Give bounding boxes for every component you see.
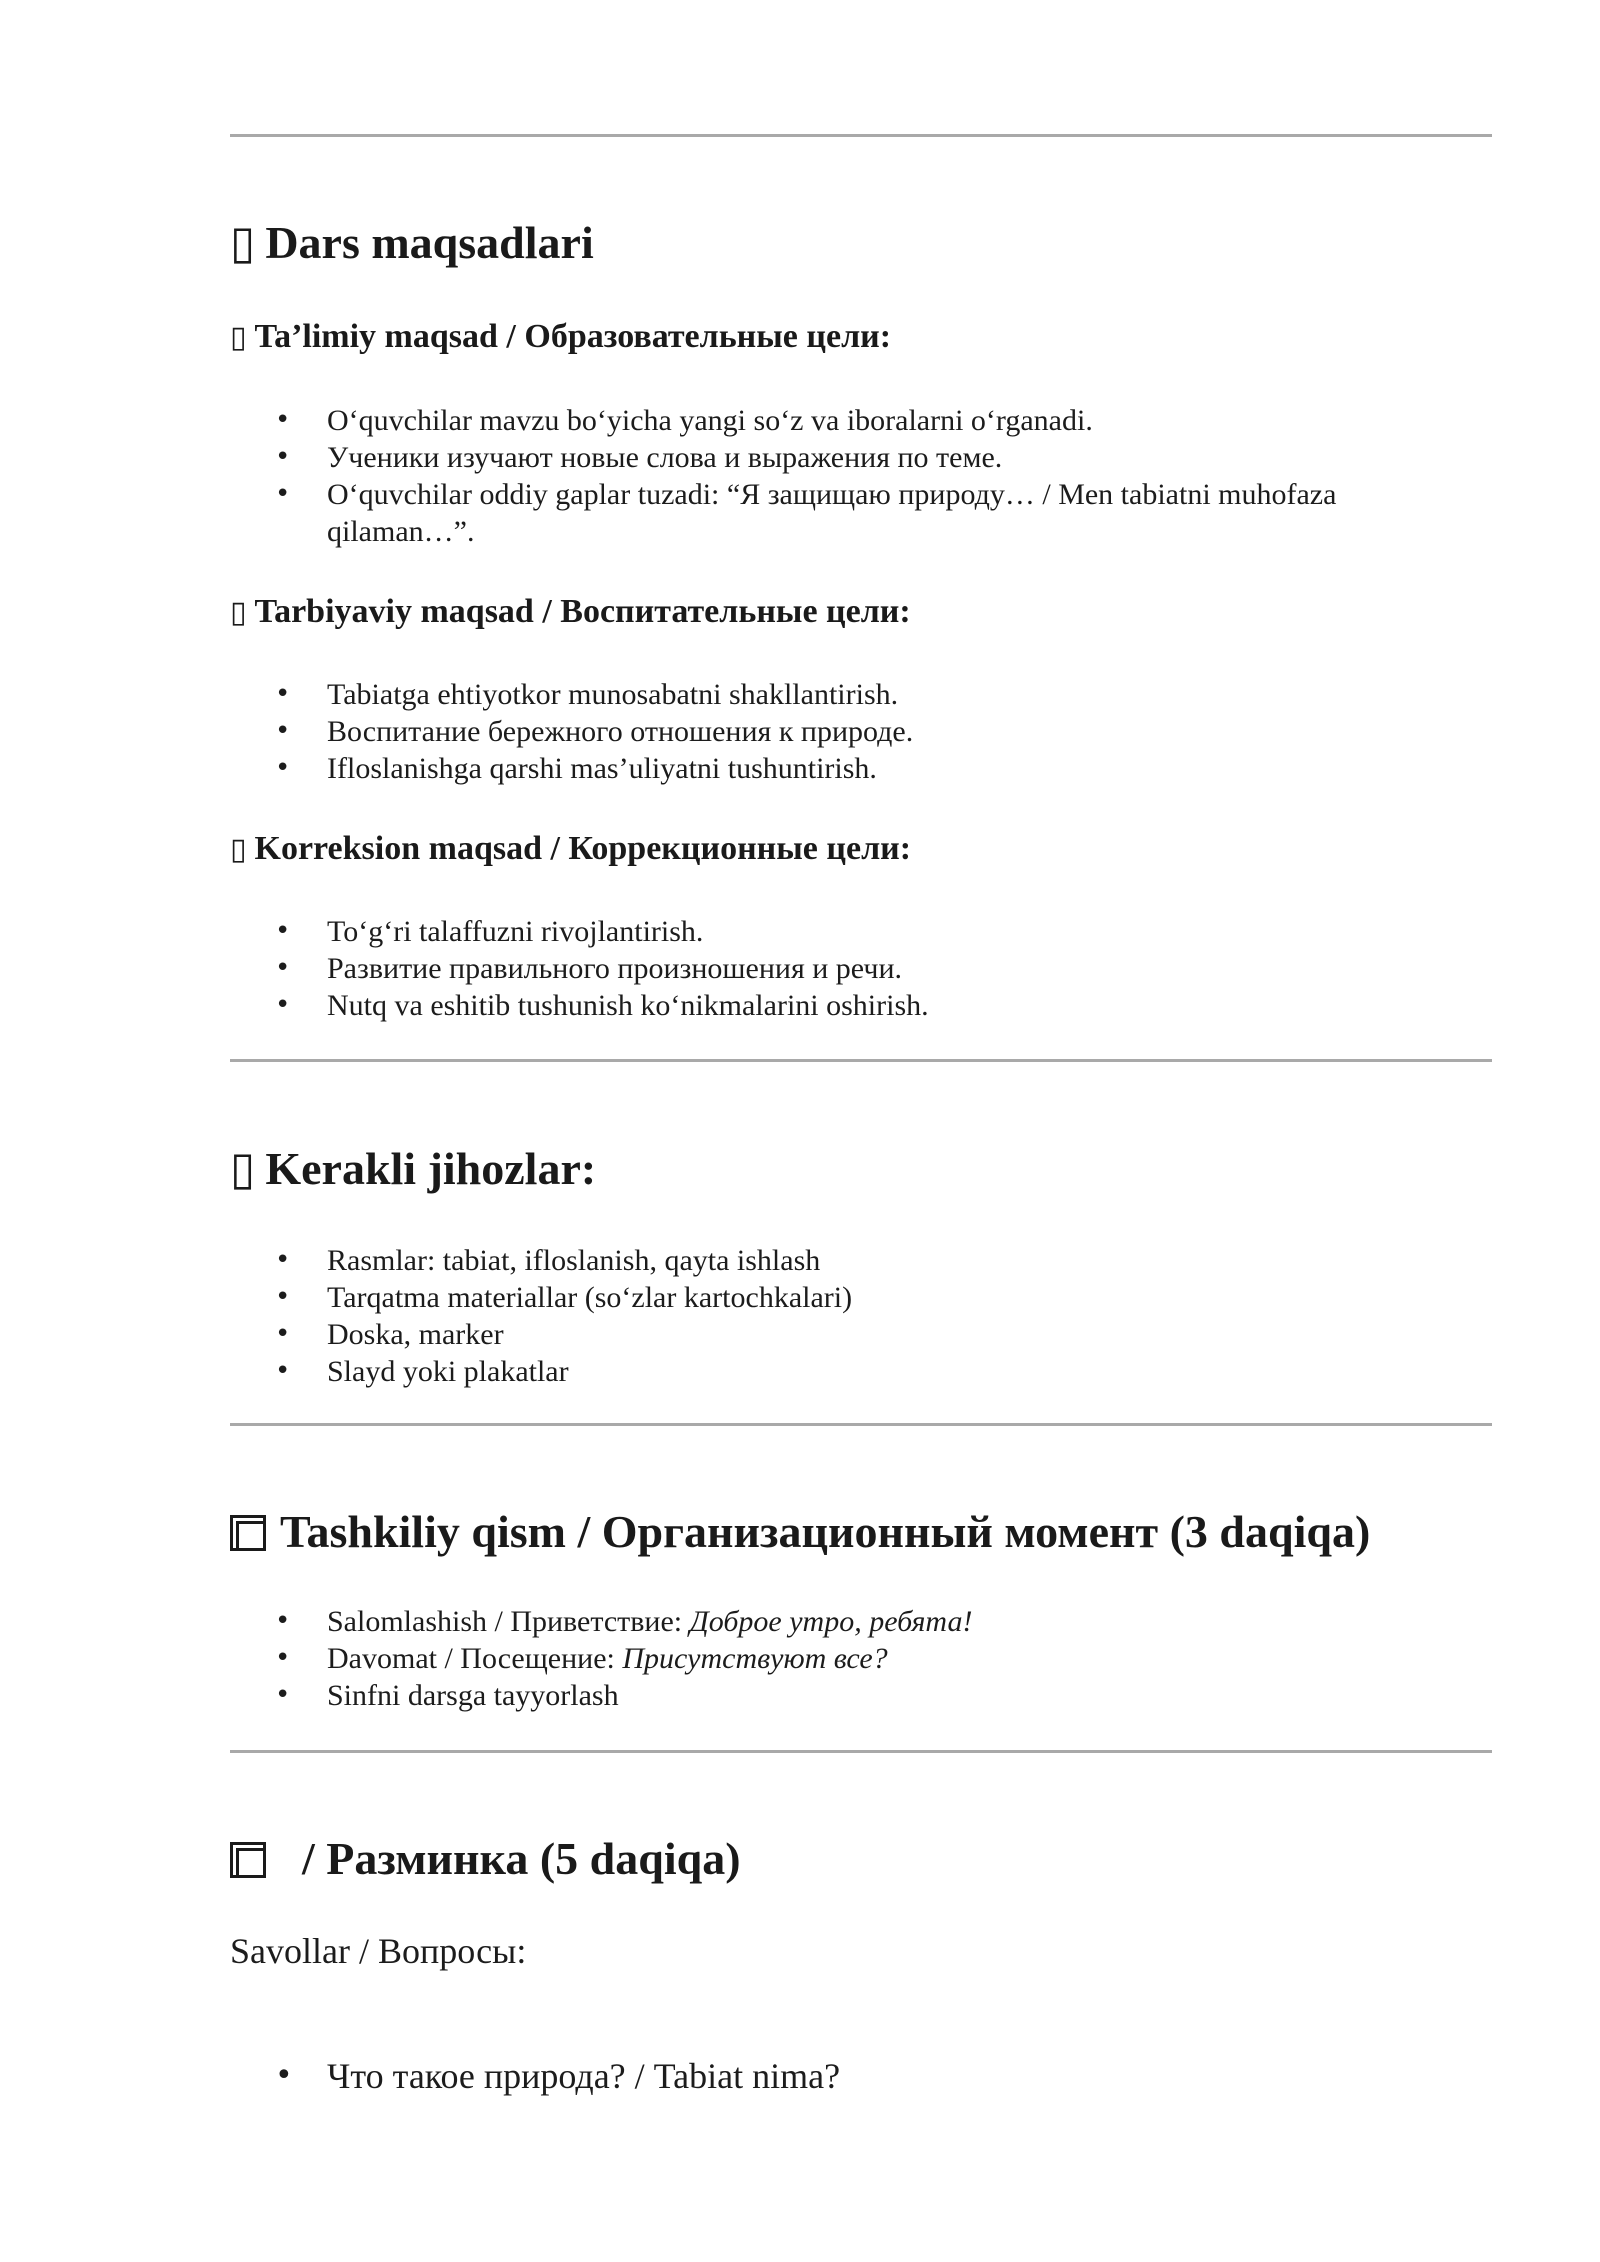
- list-item: • Tarqatma materiallar (so‘zlar kartochkalari): [0, 1279, 1427, 1316]
- list-item: [0, 1677, 1427, 1714]
- list-item: • Slayd yoki plakatlar: [0, 1353, 1427, 1390]
- list-item: • Ученики изучают новые слова и выражения по теме.: [0, 439, 1427, 476]
- upbringing-goals-list: [0, 676, 1427, 787]
- section-heading-goals: [230, 214, 594, 271]
- section-heading-equipment: [230, 1140, 596, 1197]
- list-item: • Rasmlar: tabiat, ifloslanish, qayta ishlash: [0, 1242, 1427, 1279]
- list-item: • Doska, marker: [0, 1316, 1427, 1353]
- box-glyph-icon: [230, 1515, 266, 1551]
- item-italic-text: Присутствуют все?: [622, 1642, 888, 1675]
- goals-title: Dars maqsadlari: [265, 217, 594, 268]
- list-item: • Развитие правильного произношения и речи.: [0, 950, 1427, 987]
- subheading-correction: [230, 828, 911, 871]
- missing-glyph-icon: ▯: [230, 320, 247, 355]
- list-item: • Nutq va eshitib tushunish ko‘nikmalarini oshirish.: [0, 987, 1427, 1024]
- list-item: • To‘g‘ri talaffuzni rivojlantirish.: [0, 913, 1427, 950]
- missing-glyph-icon: ▯: [230, 595, 247, 630]
- missing-glyph-icon: ▯: [230, 832, 247, 867]
- educational-heading: Ta’limiy maqsad / Образовательные цели:: [254, 318, 892, 355]
- horizontal-rule: [230, 1423, 1492, 1426]
- educational-goals-list: [0, 402, 1427, 550]
- box-glyph-icon: [230, 1842, 266, 1878]
- list-item: [0, 1603, 1427, 1640]
- warmup-title: / Разминка (5 daqiqa): [302, 1833, 741, 1884]
- equipment-list: [0, 1242, 1427, 1390]
- horizontal-rule: [230, 1059, 1492, 1062]
- subheading-educational: [230, 316, 891, 359]
- organizational-title: Tashkiliy qism / Организационный момент (3 daqiqa): [280, 1506, 1371, 1557]
- correction-goals-list: [0, 913, 1427, 1024]
- item-italic-text: Доброе утро, ребята!: [689, 1605, 973, 1638]
- list-item: • Что такое природа? / Tabiat nima?: [0, 2054, 1427, 2098]
- equipment-title: Kerakli jihozlar:: [265, 1143, 597, 1194]
- missing-glyph-icon: ▯: [230, 1141, 256, 1195]
- section-heading-warmup: [230, 1831, 741, 1887]
- subheading-upbringing: [230, 591, 911, 634]
- item-label: Salomlashish / Приветствие:: [327, 1605, 690, 1638]
- upbringing-heading: Tarbiyaviy maqsad / Воспитательные цели:: [254, 593, 911, 630]
- list-item: • Воспитание бережного отношения к природе.: [0, 713, 1427, 750]
- warmup-questions-list: [0, 2054, 1427, 2098]
- organizational-list: [0, 1603, 1427, 1714]
- warmup-intro: Savollar / Вопросы:: [230, 1931, 527, 1971]
- horizontal-rule: [230, 1750, 1492, 1753]
- correction-heading: Korreksion maqsad / Коррекционные цели:: [254, 830, 912, 867]
- list-item: • O‘quvchilar oddiy gaplar tuzadi: “Я защищаю природу… / Men tabiatni muhofaza qilaman…”.: [0, 476, 1427, 550]
- list-item: • Tabiatga ehtiyotkor munosabatni shakllantirish.: [0, 676, 1427, 713]
- list-item: • O‘quvchilar mavzu bo‘yicha yangi so‘z va iboralarni o‘rganadi.: [0, 402, 1427, 439]
- list-item: • Ifloslanishga qarshi mas’uliyatni tushuntirish.: [0, 750, 1427, 787]
- item-label: Davomat / Посещение:: [327, 1642, 623, 1675]
- list-item: [0, 1640, 1427, 1677]
- item-label: Sinfni darsga tayyorlash: [327, 1679, 619, 1712]
- horizontal-rule: [230, 134, 1492, 137]
- section-heading-organizational: [230, 1504, 1370, 1560]
- missing-glyph-icon: ▯: [230, 215, 256, 269]
